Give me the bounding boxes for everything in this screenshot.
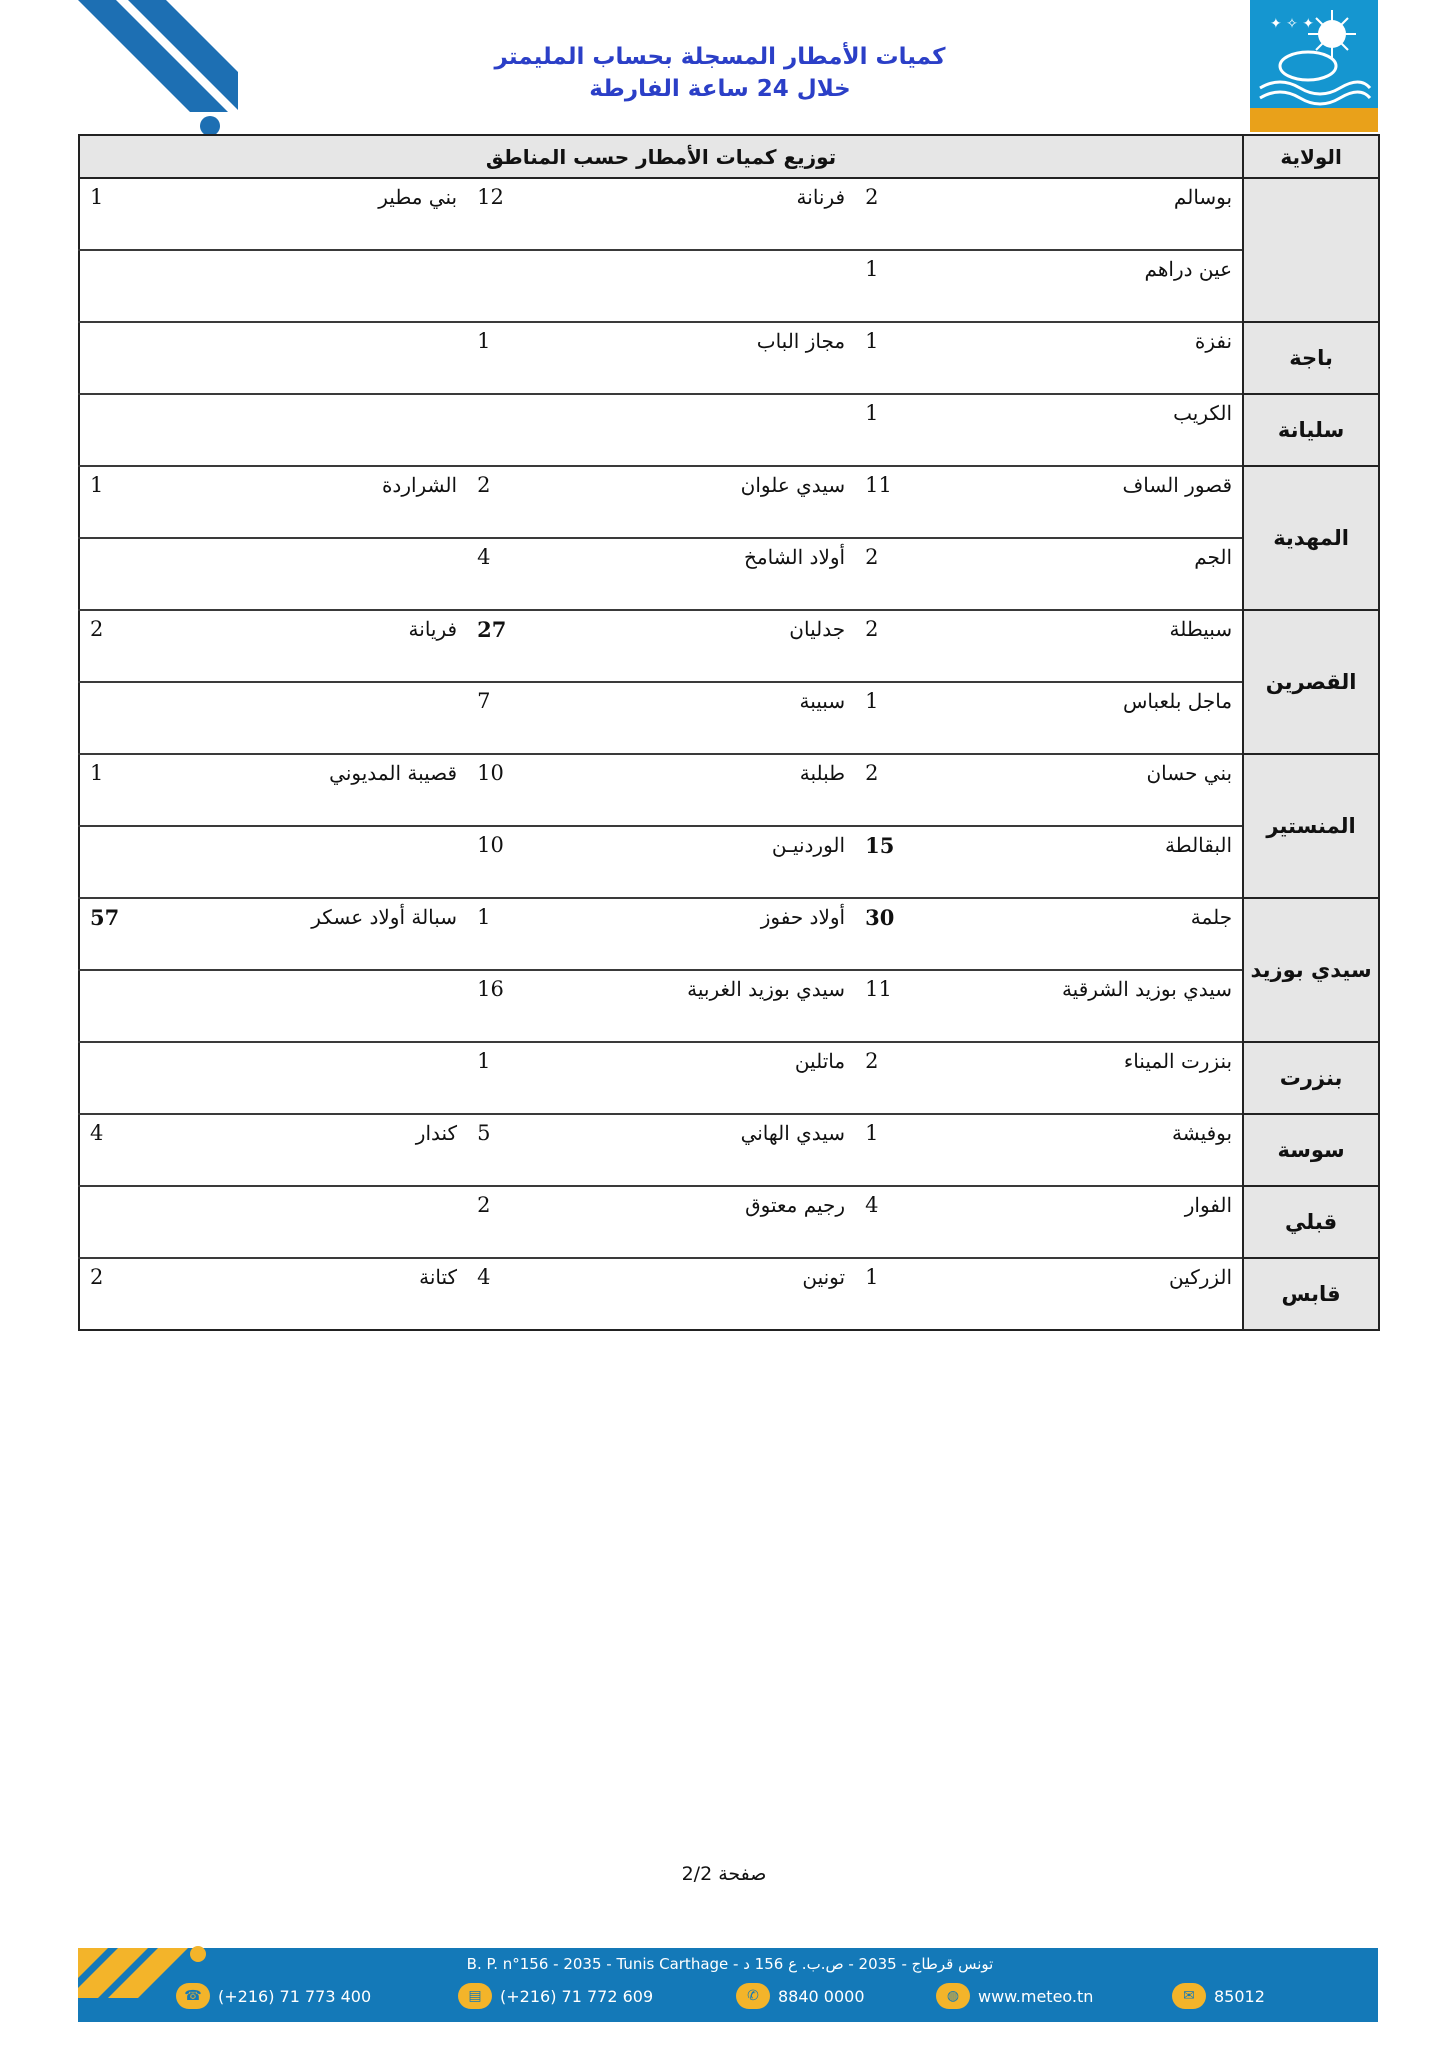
station-name: كتانة [167,1258,467,1330]
rainfall-value [79,394,167,466]
station-name [167,250,467,322]
rainfall-value: 1 [467,898,555,970]
rainfall-value: 2 [79,1258,167,1330]
station-name: البقالطة [943,826,1243,898]
station-name [167,394,467,466]
station-name: بني مطير [167,178,467,250]
station-name: كندار [167,1114,467,1186]
governorate-cell: بنزرت [1243,1042,1379,1114]
station-name: فريانة [167,610,467,682]
station-name [167,322,467,394]
rainfall-value: 2 [467,466,555,538]
station-name: الفوار [943,1186,1243,1258]
rainfall-value: 27 [467,610,555,682]
station-name: ماتلين [555,1042,855,1114]
footer-contacts [176,1983,1376,2013]
svg-text:✦ ✧ ✦: ✦ ✧ ✦ [1270,16,1315,32]
rainfall-value [79,1042,167,1114]
rainfall-value: 1 [467,322,555,394]
rainfall-value: 2 [855,610,943,682]
station-name: بوفيشة [943,1114,1243,1186]
table-row [79,1258,1379,1330]
rainfall-value: 2 [855,538,943,610]
table-row [79,1114,1379,1186]
rainfall-value [467,250,555,322]
rainfall-value: 1 [855,250,943,322]
station-name [167,970,467,1042]
call-icon: ✆ [736,1983,770,2009]
rainfall-value: 4 [79,1114,167,1186]
station-name [555,394,855,466]
governorate-cell: سيدي بوزيد [1243,898,1379,1042]
document-subtitle: خلال 24 ساعة الفارطة [589,76,851,102]
rainfall-value: 10 [467,754,555,826]
rainfall-value: 7 [467,682,555,754]
governorate-cell [1243,178,1379,322]
rainfall-value [467,394,555,466]
weather-emblem-icon [1250,0,1378,108]
footer-fax: ▤ (+216) 71 772 609 [458,1983,653,2009]
governorate-cell: باجة [1243,322,1379,394]
station-name: الزركين [943,1258,1243,1330]
distribution-header: توزيع كميات الأمطار حسب المناطق [79,135,1243,178]
rainfall-value: 16 [467,970,555,1042]
fax-icon: ▤ [458,1983,492,2009]
phone-icon: ☎ [176,1983,210,2009]
rainfall-value: 4 [855,1186,943,1258]
station-name: عين دراهم [943,250,1243,322]
rainfall-value: 57 [79,898,167,970]
rainfall-value [79,682,167,754]
governorate-cell: القصرين [1243,610,1379,754]
station-name [167,682,467,754]
station-name: بني حسان [943,754,1243,826]
station-name: جلمة [943,898,1243,970]
station-name: سيدي الهاني [555,1114,855,1186]
rainfall-value: 4 [467,538,555,610]
document-title: كميات الأمطار المسجلة بحساب المليمتر [494,44,946,70]
rainfall-value: 1 [855,682,943,754]
rainfall-value: 1 [855,1114,943,1186]
station-name: الجم [943,538,1243,610]
rainfall-value: 1 [79,466,167,538]
station-name [167,538,467,610]
rainfall-value: 10 [467,826,555,898]
table-row [79,394,1379,466]
table-body [79,178,1379,1330]
governorate-cell: قابس [1243,1258,1379,1330]
station-name: الكريب [943,394,1243,466]
rainfall-value: 1 [855,1258,943,1330]
footer-address: B. P. n°156 - 2035 - Tunis Carthage - تونس قرطاج - 2035 - ص.ب. ع 156 د [466,1955,994,1973]
station-name: ماجل بلعباس [943,682,1243,754]
table-row [79,682,1379,754]
table-row [79,754,1379,826]
footer-phone: ☎ (+216) 71 773 400 [176,1983,371,2009]
station-name [167,1042,467,1114]
station-name: سيدي علوان [555,466,855,538]
station-name: قصيبة المديوني [167,754,467,826]
rainfall-value: 4 [467,1258,555,1330]
station-name: سيدي بوزيد الشرقية [943,970,1243,1042]
station-name: بنزرت الميناء [943,1042,1243,1114]
rainfall-value: 1 [79,754,167,826]
rainfall-table [78,134,1380,1331]
station-name: نفزة [943,322,1243,394]
station-name: مجاز الباب [555,322,855,394]
station-name [555,250,855,322]
governorate-cell: المنستير [1243,754,1379,898]
table-row [79,538,1379,610]
rainfall-value: 11 [855,970,943,1042]
station-name: سبيبة [555,682,855,754]
footer-website[interactable]: ◍ www.meteo.tn [936,1983,1093,2009]
sms-icon: ✉ [1172,1983,1206,2009]
governorate-cell: سوسة [1243,1114,1379,1186]
station-name: سيدي بوزيد الغربية [555,970,855,1042]
station-name: بوسالم [943,178,1243,250]
rainfall-value: 1 [79,178,167,250]
rainfall-value: 1 [467,1042,555,1114]
corner-stripes-logo [78,0,238,136]
station-name: الوردنيـن [555,826,855,898]
footer-sms: ✉ 85012 [1172,1983,1265,2009]
table-row [79,250,1379,322]
rainfall-value [79,970,167,1042]
rainfall-value: 2 [855,178,943,250]
station-name: أولاد الشامخ [555,538,855,610]
station-name: رجيم معتوق [555,1186,855,1258]
rainfall-value [79,250,167,322]
table-row [79,322,1379,394]
rainfall-value: 15 [855,826,943,898]
governorate-cell: قبلي [1243,1186,1379,1258]
institute-logo [1250,0,1378,132]
rainfall-value: 1 [855,394,943,466]
rainfall-value: 12 [467,178,555,250]
station-name [167,1186,467,1258]
table-row [79,1042,1379,1114]
governorate-cell: المهدية [1243,466,1379,610]
rainfall-value [79,538,167,610]
rainfall-value: 5 [467,1114,555,1186]
governorate-cell: سليانة [1243,394,1379,466]
rainfall-value: 30 [855,898,943,970]
station-name: جدليان [555,610,855,682]
station-name: فرنانة [555,178,855,250]
rainfall-value: 2 [855,754,943,826]
station-name: سبالة أولاد عسكر [167,898,467,970]
rainfall-value [79,1186,167,1258]
table-row [79,826,1379,898]
station-name: أولاد حفوز [555,898,855,970]
rainfall-value: 2 [855,1042,943,1114]
rainfall-value: 2 [79,610,167,682]
table-row [79,178,1379,250]
station-name [167,826,467,898]
rainfall-value: 11 [855,466,943,538]
rainfall-value [79,322,167,394]
table-row [79,610,1379,682]
rainfall-value: 1 [855,322,943,394]
page-number: صفحة 2/2 [681,1863,767,1885]
station-name: الشراردة [167,466,467,538]
table-row [79,970,1379,1042]
table-row [79,898,1379,970]
station-name: تونين [555,1258,855,1330]
governorate-header: الولاية [1243,135,1379,178]
rainfall-value: 2 [467,1186,555,1258]
station-name: طبلبة [555,754,855,826]
table-row [79,466,1379,538]
globe-icon: ◍ [936,1983,970,2009]
table-row [79,1186,1379,1258]
station-name: قصور الساف [943,466,1243,538]
footer-green-number: ✆ 8840 0000 [736,1983,865,2009]
station-name: سبيطلة [943,610,1243,682]
rainfall-value [79,826,167,898]
